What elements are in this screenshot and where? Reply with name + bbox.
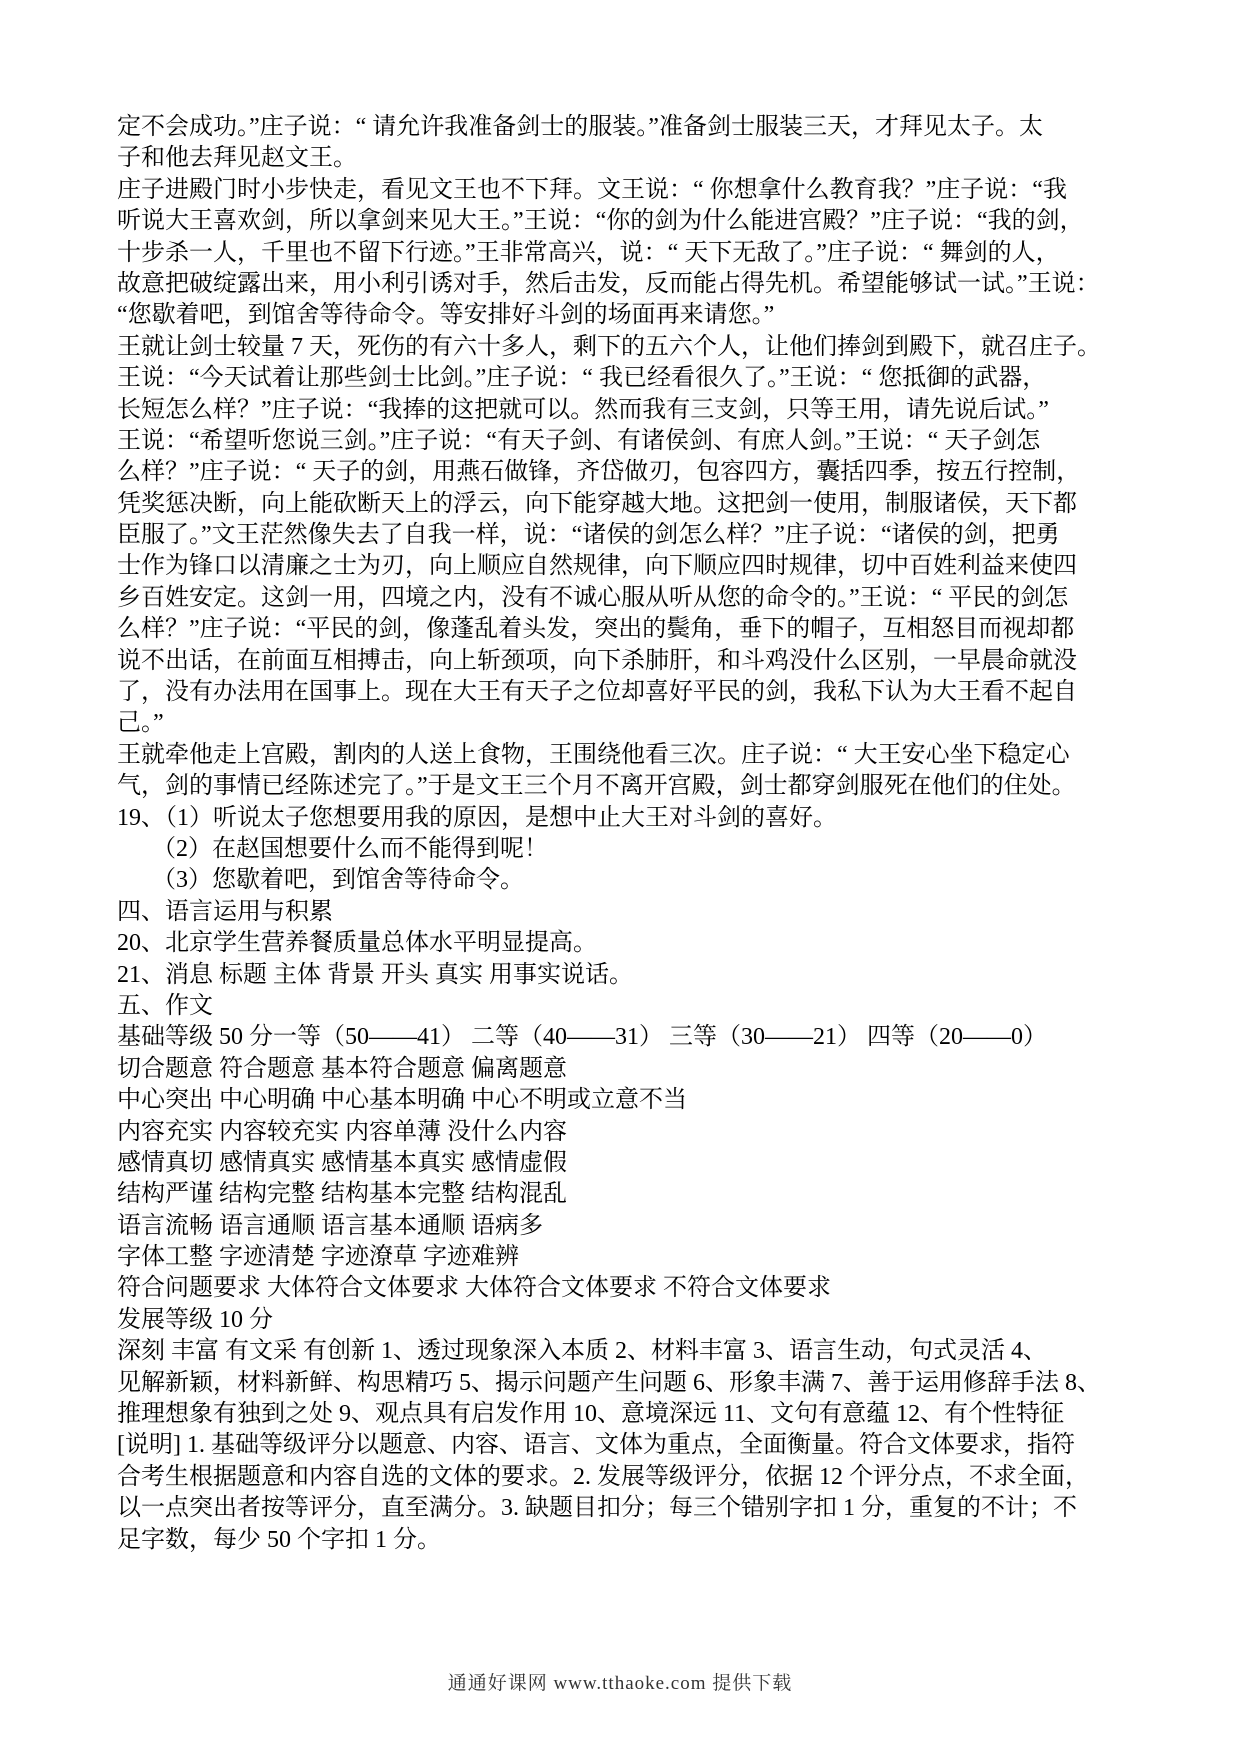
text-line: 以一点突出者按等评分，直至满分。3. 缺题目扣分；每三个错别字扣 1 分，重复的不计；不 <box>117 1495 1077 1522</box>
text-line: 乡百姓安定。这剑一用，四境之内，没有不诚心服从听从您的命令的。”王说：“ 平民的剑怎 <box>117 584 1069 611</box>
text-line: 么样？”庄子说：“平民的剑，像蓬乱着头发，突出的鬓角，垂下的帽子，互相怒目而视却都 <box>117 616 1075 643</box>
text-line: 深刻 丰富 有文采 有创新 1、透过现象深入本质 2、材料丰富 3、语言生动，句式灵活 4、 <box>117 1338 1047 1365</box>
text-line: 20、北京学生营养餐质量总体水平明显提高。 <box>117 930 597 957</box>
text-line: （3）您歇着吧，到馆舍等待命令。 <box>152 867 524 894</box>
text-line: 故意把破绽露出来，用小利引诱对手，然后击发，反而能占得先机。希望能够试一试。”王说： <box>117 270 1100 297</box>
text-line: 五、作文 <box>117 992 213 1019</box>
text-line: 说不出话，在前面互相搏击，向上斩颈项，向下杀肺肝，和斗鸡没什么区别，一早晨命就没 <box>117 647 1077 674</box>
text-line: 士作为锋口以清廉之士为刃，向上顺应自然规律，向下顺应四时规律，切中百姓利益来使四 <box>117 553 1077 580</box>
text-line: [说明] 1. 基础等级评分以题意、内容、语言、文体为重点，全面衡量。符合文体要求，指符 <box>117 1432 1075 1459</box>
document-body <box>117 112 1147 1556</box>
text-line: 气，剑的事情已经陈述完了。”于是文王三个月不离开宫殿，剑士都穿剑服死在他们的住处。 <box>117 773 1076 800</box>
text-line: 见解新颖，材料新鲜、构思精巧 5、揭示问题产生问题 6、形象丰满 7、善于运用修辞手法 8、 <box>117 1369 1101 1396</box>
text-line: 19、（1）听说太子您想要用我的原因，是想中止大王对斗剑的喜好。 <box>117 804 837 831</box>
text-line: 王说：“今天试着让那些剑士比剑。”庄子说：“ 我已经看很久了。”王说：“ 您抵御的武器， <box>117 365 1047 392</box>
text-line: 四、语言运用与积累 <box>117 898 333 925</box>
text-line: 语言流畅 语言通顺 语言基本通顺 语病多 <box>117 1212 543 1239</box>
text-line: 发展等级 10 分 <box>117 1306 273 1333</box>
text-line: 听说大王喜欢剑，所以拿剑来见大王。”王说：“你的剑为什么能进宫殿？”庄子说：“我的剑， <box>117 208 1084 235</box>
text-line: 结构严谨 结构完整 结构基本完整 结构混乱 <box>117 1181 567 1208</box>
text-line: 王就让剑士较量 7 天，死伤的有六十多人，剩下的五六个人，让他们捧剑到殿下，就召庄子。 <box>117 333 1101 360</box>
text-line: 21、消息 标题 主体 背景 开头 真实 用事实说话。 <box>117 961 633 988</box>
text-line: “您歇着吧，到馆舍等待命令。等安排好斗剑的场面再来请您。” <box>117 302 775 329</box>
text-line: 了，没有办法用在国事上。现在大王有天子之位却喜好平民的剑，我私下认为大王看不起自 <box>117 679 1077 706</box>
text-line: 中心突出 中心明确 中心基本明确 中心不明或立意不当 <box>117 1087 687 1114</box>
text-line: 基础等级 50 分一等（50——41） 二等（40——31） 三等（30——21） 四等（20——0） <box>117 1024 1047 1051</box>
text-line: 王就牵他走上宫殿，割肉的人送上食物，王围绕他看三次。庄子说：“ 大王安心坐下稳定心 <box>117 741 1070 768</box>
text-line: 臣服了。”文王茫然像失去了自我一样，说：“诸侯的剑怎么样？”庄子说：“诸侯的剑，把勇 <box>117 522 1060 549</box>
text-line: 己。” <box>117 710 164 737</box>
text-line: 内容充实 内容较充实 内容单薄 没什么内容 <box>117 1118 567 1145</box>
text-line: 王说：“希望听您说三剑。”庄子说：“有天子剑、有诸侯剑、有庶人剑。”王说：“ 天子剑怎 <box>117 427 1041 454</box>
text-line: 长短怎么样？”庄子说：“我捧的这把就可以。然而我有三支剑，只等王用，请先说后试。” <box>117 396 1049 423</box>
text-line: 么样？”庄子说：“ 天子的剑，用燕石做锋，齐岱做刃，包容四方，囊括四季，按五行控制， <box>117 459 1081 486</box>
text-line: 十步杀一人，千里也不留下行迹。”王非常高兴，说：“ 天下无敌了。”庄子说：“ 舞剑的人， <box>117 239 1060 266</box>
text-line: 足字数，每少 50 个字扣 1 分。 <box>117 1526 441 1553</box>
footer-text: 通通好课网 www.tthaoke.com 提供下载 <box>447 1673 793 1694</box>
page-footer <box>0 1668 1240 1695</box>
text-line: 合考生根据题意和内容自选的文体的要求。2. 发展等级评分，依据 12 个评分点，不求全面， <box>117 1463 1089 1490</box>
text-line: 定不会成功。”庄子说：“ 请允许我准备剑士的服装。”准备剑士服装三天，才拜见太子。太 <box>117 114 1043 140</box>
text-line: 字体工整 字迹清楚 字迹潦草 字迹难辨 <box>117 1244 519 1271</box>
text-line: 子和他去拜见赵文王。 <box>117 145 357 172</box>
text-line: 推理想象有独到之处 9、观点具有启发作用 10、意境深远 11、文句有意蕴 12、有个性特征 <box>117 1401 1065 1428</box>
text-line: （2）在赵国想要什么而不能得到呢！ <box>152 835 548 862</box>
text-line: 庄子进殿门时小步快走，看见文王也不下拜。文王说：“ 你想拿什么教育我？”庄子说：“我 <box>117 176 1067 203</box>
text-line: 凭奖惩决断，向上能砍断天上的浮云，向下能穿越大地。这把剑一使用，制服诸侯，天下都 <box>117 490 1077 517</box>
text-line: 感情真切 感情真实 感情基本真实 感情虚假 <box>117 1149 567 1176</box>
text-line: 切合题意 符合题意 基本符合题意 偏离题意 <box>117 1055 567 1082</box>
text-line: 符合问题要求 大体符合文体要求 大体符合文体要求 不符合文体要求 <box>117 1275 831 1302</box>
